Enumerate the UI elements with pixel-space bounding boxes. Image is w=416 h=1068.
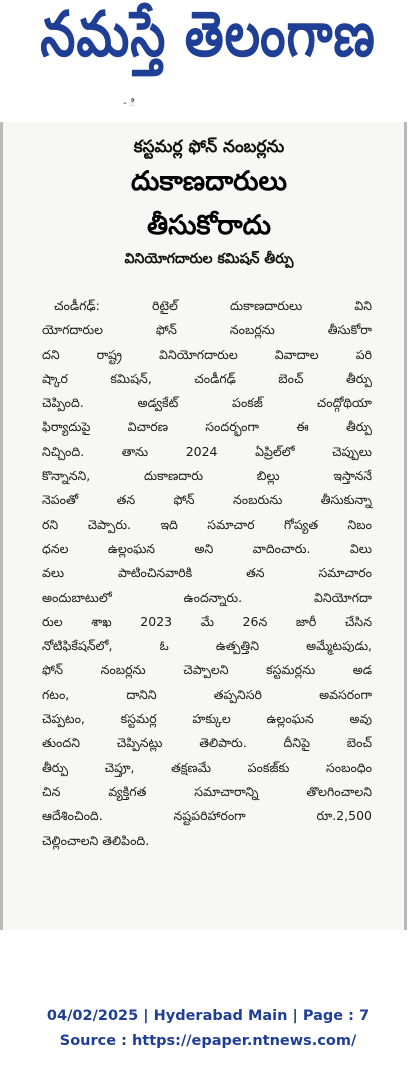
- body-line: కొన్నానని, దుకాణదారు బిల్లు ఇస్తాననే: [42, 468, 372, 484]
- body-line: నిచ్చింది. తాను 2024 ఏప్రిల్‌లో చెప్పులు: [42, 443, 372, 459]
- main-headline-line-1: దుకాణదారులు: [130, 166, 288, 197]
- main-headline-line-2: తీసుకోరాదు: [147, 210, 271, 241]
- sub-headline: వినియోగదారుల కమిషన్ తీర్పు: [124, 251, 294, 267]
- body-line: ధనల ఉల్లంఘన అని వాదించారు. విలు: [42, 540, 372, 556]
- source-url-line: Source : https://epaper.ntnews.com/: [59, 1033, 357, 1049]
- kicker-headline: కస్టమర్ల ఫోన్ నంబర్లను: [133, 137, 285, 157]
- article-body: [42, 294, 372, 853]
- masthead: [0, 0, 416, 84]
- body-line: చిన వ్యక్తిగత సమాచారాన్ని తొలగించాలని: [42, 783, 372, 799]
- right-column-rule: [404, 122, 407, 930]
- page-mark: - ి: [123, 98, 136, 109]
- headline-block: [36, 134, 382, 270]
- body-line: తుందని చెప్పినట్లు తెలిపారు. దీనిపై బెంచ్: [42, 735, 372, 751]
- body-line: చెప్పింది. అడ్వకేట్ పంకజ్ చంద్గోథియా: [42, 395, 372, 411]
- body-line: దని రాష్ట్ర వినియోగదారుల వివాదాల పరి: [42, 346, 372, 362]
- body-line: యోగదారుల ఫోన్ నంబర్లను తీసుకోరా: [42, 322, 372, 338]
- body-line: చండీగఢ్: రిటైల్ దుకాణదారులు విని: [54, 298, 372, 313]
- source-footer: [0, 1004, 416, 1054]
- body-line: రుల శాఖ 2023 మే 26న జారీ చేసిన: [42, 613, 372, 629]
- newspaper-title: నమస్తే తెలంగాణ: [40, 0, 376, 71]
- body-line: ఫిర్యాదుపై విచారణ సందర్భంగా ఈ తీర్పు: [42, 419, 372, 435]
- body-line: చెల్లించాలని తెలిపింది.: [42, 832, 150, 848]
- body-line: రని చెప్పారు. ఇది సమాచార గోప్యత నిబం: [42, 516, 372, 532]
- body-line: వలు పాటించినవారికి తన సమాచారం: [42, 565, 372, 581]
- body-line: అందుబాటులో ఉందన్నారు. వినియోగదా: [42, 589, 372, 605]
- date-edition-page-line: 04/02/2025 | Hyderabad Main | Page : 7: [46, 1008, 370, 1024]
- body-line: నెపంతో తన ఫోన్ నంబరును తీసుకున్నా: [42, 492, 372, 508]
- body-line: ష్కార కమిషన్, చండీగఢ్ బెంచ్ తీర్పు: [42, 370, 372, 386]
- body-line: చెప్పటం, కస్టమర్ల హక్కుల ఉల్లంఘన అవు: [42, 711, 372, 727]
- left-column-rule: [0, 122, 3, 930]
- body-line: తీర్పు చెప్తూ, తక్షణమే పంకజ్‌కు సంబంధిం: [42, 759, 372, 775]
- body-line: ఫోన్ నంబర్లను చెప్పాలని కస్టమర్లను అడ: [42, 662, 372, 678]
- body-line: గటం, దానిని తప్పనిసరి అవసరంగా: [42, 686, 372, 702]
- body-line: నోటిఫికేషన్‌లో, ఓ ఉత్పత్తిని అమ్మేటపుడు,: [42, 638, 372, 654]
- body-line: ఆదేశించింది. నష్టపరిహారంగా రూ.2,500: [42, 808, 372, 824]
